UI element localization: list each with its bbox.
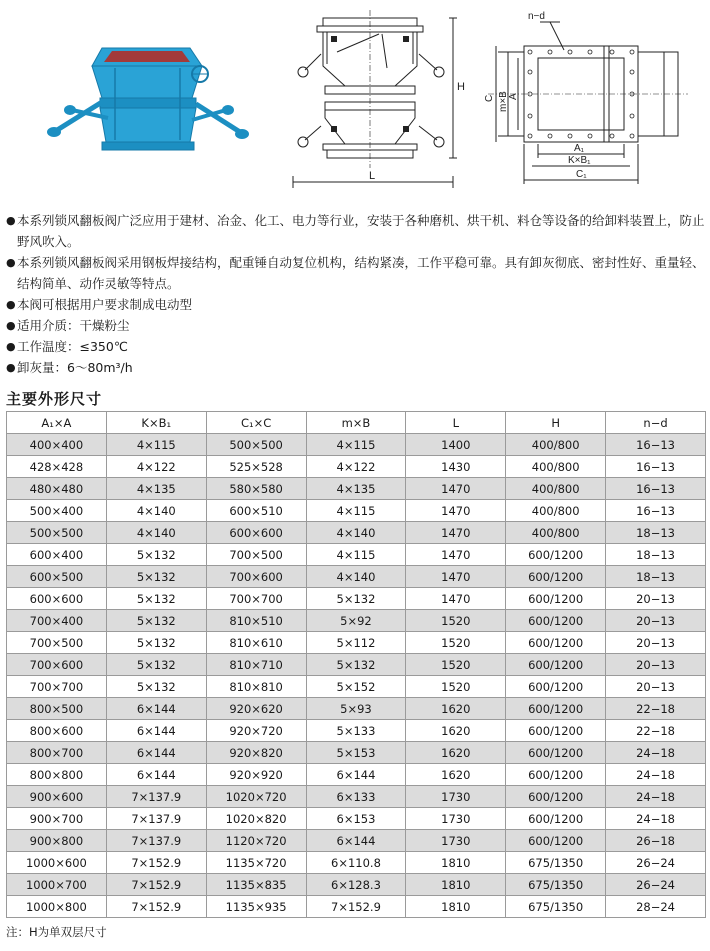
dim-label-h: H (457, 81, 465, 93)
dim-label-a1: A₁ (574, 143, 585, 154)
table-row (7, 434, 706, 456)
bullet-icon: ● (6, 319, 16, 332)
table-cell: 5×93 (306, 698, 406, 720)
feature-item (6, 336, 706, 357)
figures-area (0, 0, 710, 200)
table-cell: 5×92 (306, 610, 406, 632)
table-cell: 6×144 (106, 764, 206, 786)
table-cell: 18−13 (606, 566, 706, 588)
table-cell: 500×500 (206, 434, 306, 456)
table-cell: 5×132 (106, 566, 206, 588)
table-cell: 675/1350 (506, 852, 606, 874)
table-row (7, 544, 706, 566)
table-row (7, 566, 706, 588)
table-cell: 700×600 (7, 654, 107, 676)
table-row (7, 698, 706, 720)
table-cell: 24−18 (606, 808, 706, 830)
table-cell: 7×137.9 (106, 786, 206, 808)
table-cell: 18−13 (606, 522, 706, 544)
bullet-icon: ● (6, 361, 16, 374)
table-cell: 700×500 (7, 632, 107, 654)
table-cell: 700×700 (7, 676, 107, 698)
table-row (7, 610, 706, 632)
table-row (7, 500, 706, 522)
table-cell: 1520 (406, 610, 506, 632)
table-row (7, 456, 706, 478)
table-cell: 920×920 (206, 764, 306, 786)
table-row (7, 874, 706, 896)
table-cell: 5×132 (106, 632, 206, 654)
table-cell: 1620 (406, 764, 506, 786)
dim-label-a: A (508, 93, 519, 100)
table-cell: 7×137.9 (106, 830, 206, 852)
column-header: C₁×C (206, 412, 306, 434)
table-cell: 5×152 (306, 676, 406, 698)
table-cell: 24−18 (606, 786, 706, 808)
table-cell: 5×132 (106, 676, 206, 698)
table-cell: 700×400 (7, 610, 107, 632)
table-row (7, 654, 706, 676)
table-cell: 4×140 (306, 566, 406, 588)
table-cell: 810×610 (206, 632, 306, 654)
table-cell: 810×510 (206, 610, 306, 632)
table-cell: 600/1200 (506, 720, 606, 742)
dimensions-table (6, 411, 706, 918)
table-cell: 1520 (406, 654, 506, 676)
feature-item (6, 357, 706, 378)
table-cell: 20−13 (606, 632, 706, 654)
table-row (7, 632, 706, 654)
table-cell: 1120×720 (206, 830, 306, 852)
column-header: m×B (306, 412, 406, 434)
table-row (7, 852, 706, 874)
column-header: K×B₁ (106, 412, 206, 434)
table-cell: 1620 (406, 720, 506, 742)
table-cell: 6×128.3 (306, 874, 406, 896)
table-cell: 700×600 (206, 566, 306, 588)
table-cell: 4×115 (306, 434, 406, 456)
table-cell: 600/1200 (506, 588, 606, 610)
table-cell: 400/800 (506, 500, 606, 522)
table-cell: 810×710 (206, 654, 306, 676)
table-row (7, 720, 706, 742)
column-header: A₁×A (7, 412, 107, 434)
table-row (7, 786, 706, 808)
table-cell: 428×428 (7, 456, 107, 478)
table-cell: 1810 (406, 874, 506, 896)
table-cell: 675/1350 (506, 896, 606, 918)
table-cell: 28−24 (606, 896, 706, 918)
table-cell: 5×133 (306, 720, 406, 742)
table-row (7, 808, 706, 830)
table-cell: 6×153 (306, 808, 406, 830)
table-cell: 400×400 (7, 434, 107, 456)
table-cell: 1000×700 (7, 874, 107, 896)
table-cell: 400/800 (506, 434, 606, 456)
table-cell: 600/1200 (506, 786, 606, 808)
table-cell: 6×144 (306, 764, 406, 786)
table-cell: 5×132 (106, 654, 206, 676)
feature-item (6, 210, 706, 252)
table-cell: 1400 (406, 434, 506, 456)
table-cell: 4×135 (306, 478, 406, 500)
table-cell: 600/1200 (506, 566, 606, 588)
section-title: 主要外形尺寸 (6, 390, 103, 408)
table-cell: 600×600 (7, 588, 107, 610)
table-cell: 20−13 (606, 676, 706, 698)
table-cell: 900×800 (7, 830, 107, 852)
table-cell: 26−18 (606, 830, 706, 852)
table-cell: 4×140 (106, 500, 206, 522)
table-row (7, 478, 706, 500)
table-cell: 580×580 (206, 478, 306, 500)
table-cell: 4×140 (106, 522, 206, 544)
table-cell: 1470 (406, 588, 506, 610)
table-cell: 600/1200 (506, 764, 606, 786)
table-cell: 600×400 (7, 544, 107, 566)
dim-label-c1: C₁ (576, 169, 587, 180)
table-cell: 1020×720 (206, 786, 306, 808)
table-cell: 4×115 (106, 434, 206, 456)
table-cell: 4×140 (306, 522, 406, 544)
valve-product-photo (40, 40, 305, 205)
table-cell: 600/1200 (506, 676, 606, 698)
table-row (7, 522, 706, 544)
table-cell: 1135×720 (206, 852, 306, 874)
table-cell: 600/1200 (506, 698, 606, 720)
table-cell: 1000×800 (7, 896, 107, 918)
table-cell: 1020×820 (206, 808, 306, 830)
table-cell: 22−18 (606, 720, 706, 742)
table-cell: 6×144 (306, 830, 406, 852)
table-cell: 5×153 (306, 742, 406, 764)
table-cell: 16−13 (606, 456, 706, 478)
table-cell: 7×152.9 (106, 896, 206, 918)
table-cell: 1730 (406, 786, 506, 808)
dim-label-c: C (484, 94, 495, 102)
table-cell: 4×115 (306, 500, 406, 522)
table-cell: 6×144 (106, 720, 206, 742)
table-cell: 7×152.9 (106, 852, 206, 874)
table-cell: 900×700 (7, 808, 107, 830)
table-cell: 800×500 (7, 698, 107, 720)
table-cell: 1135×835 (206, 874, 306, 896)
front-view-drawing (287, 8, 487, 198)
feature-text: 本阀可根据用户要求制成电动型 (17, 297, 193, 312)
table-cell: 600/1200 (506, 610, 606, 632)
table-row (7, 676, 706, 698)
table-cell: 600/1200 (506, 632, 606, 654)
table-cell: 7×152.9 (306, 896, 406, 918)
feature-item (6, 294, 706, 315)
table-cell: 600/1200 (506, 742, 606, 764)
table-cell: 1000×600 (7, 852, 107, 874)
table-row (7, 764, 706, 786)
table-cell: 400/800 (506, 522, 606, 544)
table-cell: 7×152.9 (106, 874, 206, 896)
table-cell: 920×720 (206, 720, 306, 742)
feature-text: 适用介质：干燥粉尘 (17, 318, 130, 333)
feature-list (6, 210, 706, 378)
table-cell: 24−18 (606, 764, 706, 786)
table-cell: 6×133 (306, 786, 406, 808)
table-cell: 400/800 (506, 456, 606, 478)
table-cell: 5×132 (306, 588, 406, 610)
table-cell: 1730 (406, 830, 506, 852)
table-cell: 1470 (406, 478, 506, 500)
table-row (7, 896, 706, 918)
table-row (7, 830, 706, 852)
table-cell: 5×132 (106, 544, 206, 566)
table-cell: 1520 (406, 632, 506, 654)
table-cell: 4×122 (106, 456, 206, 478)
bullet-icon: ● (6, 214, 16, 227)
table-cell: 600×500 (7, 566, 107, 588)
table-cell: 1470 (406, 544, 506, 566)
table-cell: 20−13 (606, 610, 706, 632)
table-cell: 5×132 (306, 654, 406, 676)
table-cell: 26−24 (606, 852, 706, 874)
table-cell: 480×480 (7, 478, 107, 500)
table-cell: 24−18 (606, 742, 706, 764)
table-cell: 5×112 (306, 632, 406, 654)
table-cell: 1430 (406, 456, 506, 478)
table-cell: 900×600 (7, 786, 107, 808)
table-cell: 800×800 (7, 764, 107, 786)
table-cell: 1470 (406, 522, 506, 544)
table-cell: 5×132 (106, 588, 206, 610)
table-cell: 500×400 (7, 500, 107, 522)
table-cell: 1730 (406, 808, 506, 830)
table-cell: 6×144 (106, 742, 206, 764)
feature-text: 本系列锁风翻板阀广泛应用于建材、冶金、化工、电力等行业，安装于各种磨机、烘干机、料仓等设备的给卸料装置上，防止野风吹入。 (17, 213, 705, 249)
bullet-icon: ● (6, 298, 16, 311)
table-cell: 1470 (406, 566, 506, 588)
table-cell: 20−13 (606, 654, 706, 676)
table-row (7, 742, 706, 764)
table-cell: 16−13 (606, 478, 706, 500)
table-cell: 1810 (406, 896, 506, 918)
table-cell: 1135×935 (206, 896, 306, 918)
feature-item (6, 315, 706, 336)
table-cell: 5×132 (106, 610, 206, 632)
dim-label-m-x-b: m×B (498, 91, 509, 112)
table-cell: 4×115 (306, 544, 406, 566)
table-cell: 22−18 (606, 698, 706, 720)
table-cell: 700×700 (206, 588, 306, 610)
table-cell: 500×500 (7, 522, 107, 544)
column-header: H (506, 412, 606, 434)
table-cell: 400/800 (506, 478, 606, 500)
table-cell: 6×110.8 (306, 852, 406, 874)
table-cell: 600/1200 (506, 808, 606, 830)
feature-text: 工作温度：≤350℃ (17, 339, 128, 354)
table-cell: 16−13 (606, 500, 706, 522)
top-view-drawing (484, 8, 708, 198)
table-cell: 600/1200 (506, 544, 606, 566)
table-cell: 1470 (406, 500, 506, 522)
feature-item (6, 252, 706, 294)
table-cell: 600/1200 (506, 654, 606, 676)
table-cell: 1810 (406, 852, 506, 874)
table-cell: 4×135 (106, 478, 206, 500)
table-cell: 18−13 (606, 544, 706, 566)
table-cell: 6×144 (106, 698, 206, 720)
table-cell: 810×810 (206, 676, 306, 698)
dim-label-n-d: n−d (528, 11, 545, 22)
table-cell: 7×137.9 (106, 808, 206, 830)
table-cell: 600×600 (206, 522, 306, 544)
table-cell: 800×700 (7, 742, 107, 764)
footnote: 注：H为单双层尺寸 (6, 925, 107, 939)
table-header-row (7, 412, 706, 434)
column-header: L (406, 412, 506, 434)
table-cell: 1620 (406, 698, 506, 720)
table-cell: 20−13 (606, 588, 706, 610)
dim-label-k-x-b1: K×B₁ (568, 155, 591, 166)
table-cell: 26−24 (606, 874, 706, 896)
dim-label-l: L (369, 170, 376, 182)
table-cell: 1620 (406, 742, 506, 764)
bullet-icon: ● (6, 340, 16, 353)
table-cell: 525×528 (206, 456, 306, 478)
column-header: n−d (606, 412, 706, 434)
table-cell: 700×500 (206, 544, 306, 566)
table-cell: 675/1350 (506, 874, 606, 896)
feature-text: 卸灰量：6～80m³/h (17, 360, 133, 375)
bullet-icon: ● (6, 256, 16, 269)
table-cell: 920×820 (206, 742, 306, 764)
feature-text: 本系列锁风翻板阀采用钢板焊接结构，配重锤自动复位机构，结构紧凑，工作平稳可靠。具有卸灰彻底、密封性好、重量轻、结构简单、动作灵敏等特点。 (17, 255, 705, 291)
table-cell: 16−13 (606, 434, 706, 456)
table-cell: 600×510 (206, 500, 306, 522)
table-cell: 920×620 (206, 698, 306, 720)
table-row (7, 588, 706, 610)
table-cell: 1520 (406, 676, 506, 698)
table-cell: 600/1200 (506, 830, 606, 852)
table-cell: 800×600 (7, 720, 107, 742)
table-cell: 4×122 (306, 456, 406, 478)
